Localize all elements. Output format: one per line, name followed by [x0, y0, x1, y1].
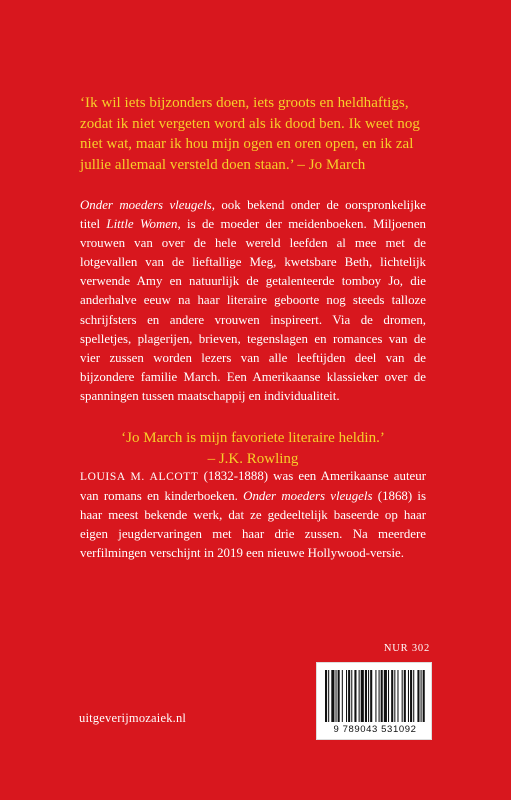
rowling-quote-attribution: – J.K. Rowling: [207, 450, 299, 467]
isbn-barcode: [316, 662, 432, 740]
original-title-italic: Little Women: [106, 217, 178, 232]
barcode-bar: [379, 670, 380, 722]
barcode-bar: [394, 670, 395, 722]
barcode-bar: [408, 670, 409, 722]
barcode-bar: [346, 670, 347, 722]
barcode-bar: [331, 670, 334, 722]
barcode-bars: [323, 670, 427, 722]
barcode-bar: [381, 670, 383, 722]
barcode-bar: [325, 670, 327, 722]
barcode-bar: [421, 670, 422, 722]
publisher-website: uitgeverijmozaiek.nl: [79, 711, 187, 725]
barcode-bar: [404, 670, 406, 722]
barcode-bar: [359, 670, 360, 722]
barcode-bar: [402, 670, 403, 722]
barcode-bar: [368, 670, 369, 722]
barcode-bar: [375, 670, 376, 722]
barcode-bar: [413, 670, 414, 722]
barcode-bar: [391, 670, 393, 722]
author-bio-text-1: (1832-1888) was een Amerikaanse auteur van romans en kinderboeken.: [80, 469, 426, 504]
book-title-italic: Onder moeders vleugels: [80, 198, 212, 212]
barcode-bar: [388, 670, 389, 722]
nur-code: NUR 302: [383, 643, 430, 654]
barcode-bar: [338, 670, 340, 722]
barcode-bar: [384, 670, 387, 722]
author-name: LOUISA M. ALCOTT: [80, 471, 199, 483]
book-blurb: [80, 196, 426, 406]
barcode-bar: [370, 670, 372, 722]
author-bio: [80, 467, 426, 563]
barcode-bar: [348, 670, 350, 722]
barcode-bar: [423, 670, 425, 722]
isbn-number: 9 789043 531092: [333, 724, 417, 735]
barcode-bar: [397, 670, 398, 722]
barcode-bar: [354, 670, 356, 722]
blurb-text-1: , ook bekend onder de oorspronkelijke titel: [80, 198, 426, 232]
barcode-bar: [417, 670, 419, 722]
author-bio-book-title: Onder moeders vleugels: [243, 489, 373, 504]
barcode-bar: [410, 670, 412, 722]
barcode-bar: [365, 670, 367, 722]
author-bio-text-2: (1868) is haar meest bekende werk, dat ze gedeeltelijk baseerde op haar eigen jeugdervaringen met haar drie zussen. Na meerdere verfilmingen verschijnt in 2019 een nieuwe Hollywood-versie.: [80, 489, 426, 561]
barcode-bar: [351, 670, 352, 722]
rowling-quote-text: ‘Jo March is mijn favoriete literaire heldin.’: [121, 430, 385, 446]
barcode-bar: [361, 670, 364, 722]
barcode-bar: [342, 670, 343, 722]
barcode-bar: [336, 670, 337, 722]
opening-quote: ‘Ik wil iets bijzonders doen, iets groots en heldhaftigs, zodat ik niet vergeten word als ik dood ben. Ik weet nog niet wat, maar ik hou mijn ogen en oren open, en ik zal jullie allemaal versteld doen staan.’ – Jo March: [80, 95, 420, 173]
rowling-quote: [80, 428, 426, 469]
blurb-text-2: , is de moeder der meidenboeken. Miljoenen vrouwen van over de hele wereld leefden al mee met de lotgevallen van de lieftallige Meg, kwetsbare Beth, lichtelijk verwende Amy en natuurlijk de getalenteerde tomboy Jo, die anderhalve eeuw na haar literaire geboorte nog steeds talloze schrijfsters en andere vrouwen inspireert. Via de dromen, spelletjes, plagerijen, brieven, tegenslagen en romances van de vier zussen worden lezers van alle leeftijden deel van de bijzondere familie March. Een Amerikaanse klassieker over de spanningen tussen maatschappij en individualiteit.: [80, 217, 427, 403]
barcode-bar: [328, 670, 329, 722]
